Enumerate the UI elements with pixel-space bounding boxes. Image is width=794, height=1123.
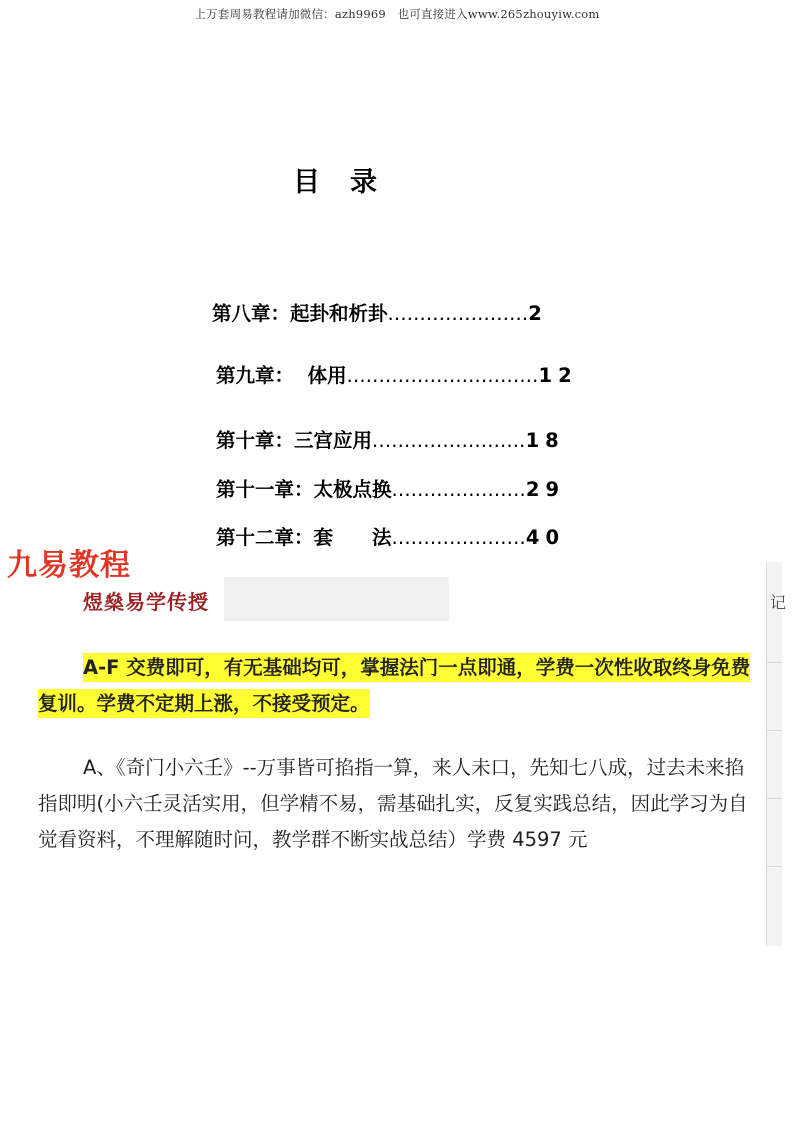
toc-entry-chapter-11[interactable] xyxy=(216,474,565,502)
edge-divider xyxy=(767,662,782,663)
side-panel-edge xyxy=(766,562,787,946)
toc-entry-label: 第十一章：太极点换 xyxy=(216,478,392,501)
embedded-screenshot xyxy=(0,562,787,946)
header-note: 上万套周易教程请加微信：azh9969 也可直接进入www.265zhouyiw.com xyxy=(194,7,600,21)
edge-char: 记 xyxy=(770,593,787,612)
toc-entry-label: 第八章：起卦和析卦 xyxy=(212,302,388,325)
toc-entry-chapter-8[interactable] xyxy=(212,298,548,326)
toc-entry-chapter-12[interactable] xyxy=(216,522,565,550)
course-description-paragraph xyxy=(38,750,758,858)
edge-divider xyxy=(767,866,782,867)
toc-leader-dots: .............................. xyxy=(346,364,539,387)
toc-page-number: 2 xyxy=(528,302,548,325)
edge-divider xyxy=(767,730,782,731)
toc-entry-label: 第十章：三宫应用 xyxy=(216,429,373,452)
toc-entry-label: 第九章： 体用 xyxy=(216,364,347,387)
redacted-box xyxy=(224,577,449,621)
brand-label: 煜燊易学传授 xyxy=(83,590,209,614)
toc-page-number: 29 xyxy=(525,478,566,501)
edge-divider xyxy=(767,798,782,799)
toc-leader-dots: ...................... xyxy=(387,302,529,325)
toc-leader-dots: ........................ xyxy=(372,429,526,452)
toc-entry-chapter-10[interactable] xyxy=(216,425,565,453)
course-text: A、《奇门小六壬》--万事皆可掐指一算，来人未口，先知七八成，过去未来掐指即明(小六壬灵活实用，但学精不易，需基础扎实，反复实践总结，因此学习为自觉看资料，不理解随时问，教学群不断实战总结）学费 4597 元 xyxy=(38,756,748,851)
toc-leader-dots: ..................... xyxy=(391,526,526,549)
fee-notice-paragraph xyxy=(38,650,758,722)
toc-leader-dots: ..................... xyxy=(391,478,526,501)
toc-entry-label: 第十二章：套 法 xyxy=(216,526,392,549)
watermark-logo: 九易教程 xyxy=(7,548,131,583)
toc-page-number: 12 xyxy=(538,364,578,387)
highlighted-text: A-F 交费即可，有无基础均可，掌握法门一点即通，学费一次性收取终身免费复训。学费不定期上涨，不接受预定。 xyxy=(38,653,750,718)
toc-page-number: 18 xyxy=(525,429,565,452)
page-title: 目录 xyxy=(293,167,407,198)
toc-page-number: 40 xyxy=(525,526,566,549)
toc-entry-chapter-9[interactable] xyxy=(216,360,578,388)
